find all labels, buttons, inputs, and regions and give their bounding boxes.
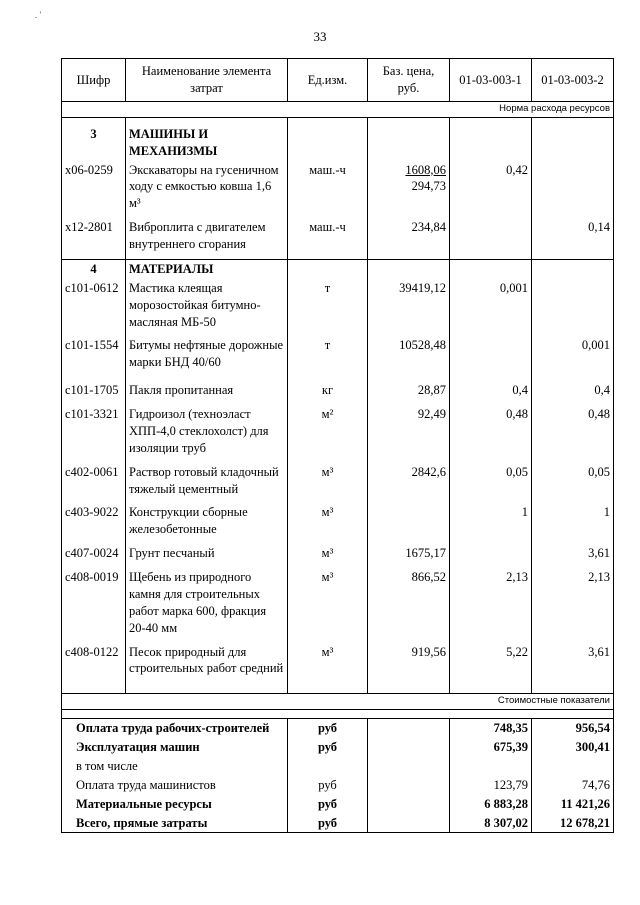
row-unit: м³	[288, 544, 368, 568]
row-unit: т	[288, 336, 368, 381]
empty-cell	[450, 683, 532, 694]
cost-col2: 74,76	[532, 776, 614, 795]
cost-col1: 748,35	[450, 719, 532, 738]
table-row	[62, 463, 614, 504]
table-row	[62, 381, 614, 405]
row-name: Щебень из природного камня для строительных работ марка 600, фракция 20-40 мм	[126, 568, 288, 643]
row-unit: м³	[288, 643, 368, 684]
cost-unit	[288, 757, 368, 776]
empty-cell	[450, 117, 532, 160]
table-row	[62, 503, 614, 544]
cost-name: Материальные ресурсы	[62, 795, 288, 814]
table-row	[62, 568, 614, 643]
row-name: Раствор готовый кладочный тяжелый цементный	[126, 463, 288, 504]
row-norm-col2: 1	[532, 503, 614, 544]
cost-row	[62, 814, 614, 833]
empty-cell	[368, 776, 450, 795]
cost-name: Эксплуатация машин	[62, 738, 288, 757]
row-unit: м³	[288, 463, 368, 504]
section-number: 4	[62, 259, 126, 278]
row-price	[368, 643, 450, 684]
row-code: c101-1554	[62, 336, 126, 381]
cost-unit: руб	[288, 795, 368, 814]
table-row	[62, 405, 614, 463]
row-price	[368, 279, 450, 337]
row-norm-col2: 3,61	[532, 643, 614, 684]
price-value: 1608,06	[405, 162, 446, 177]
row-norm-col1: 0,05	[450, 463, 532, 504]
cost-label-row	[62, 694, 614, 710]
row-norm-col2: 0,48	[532, 405, 614, 463]
row-name: Виброплита с двигателем внутреннего сгорания	[126, 218, 288, 259]
cost-row	[62, 757, 614, 776]
price-value: 866,52	[411, 570, 446, 585]
row-norm-col2	[532, 279, 614, 337]
row-norm-col1	[450, 218, 532, 259]
row-norm-col2: 0,4	[532, 381, 614, 405]
row-price	[368, 405, 450, 463]
cost-name: Оплата труда машинистов	[62, 776, 288, 795]
row-norm-col1: 2,13	[450, 568, 532, 643]
row-unit: м³	[288, 568, 368, 643]
row-norm-col1: 1	[450, 503, 532, 544]
row-norm-col1: 0,4	[450, 381, 532, 405]
cost-col2: 300,41	[532, 738, 614, 757]
table-row	[62, 161, 614, 219]
row-norm-col2: 0,05	[532, 463, 614, 504]
row-name: Гидроизол (техноэласт ХПП-4,0 стеклохолст) для изоляции труб	[126, 405, 288, 463]
cost-unit: руб	[288, 814, 368, 833]
cost-name: Оплата труда рабочих-строителей	[62, 719, 288, 738]
price-value-secondary: 294,73	[411, 179, 446, 194]
row-unit: маш.-ч	[288, 218, 368, 259]
empty-cell	[126, 683, 288, 694]
row-name: Битумы нефтяные дорожные марки БНД 40/60	[126, 336, 288, 381]
row-name: Пакля пропитанная	[126, 381, 288, 405]
cost-col2: 11 421,26	[532, 795, 614, 814]
norm-label: Норма расхода ресурсов	[62, 102, 614, 118]
row-norm-col1	[450, 544, 532, 568]
table-header	[62, 59, 614, 102]
header-price: Баз. цена, руб.	[368, 59, 450, 102]
empty-cell	[368, 757, 450, 776]
row-norm-col1: 0,001	[450, 279, 532, 337]
table-row	[62, 218, 614, 259]
row-price	[368, 544, 450, 568]
empty-cell	[368, 795, 450, 814]
price-value: 2842,6	[411, 464, 446, 479]
price-value: 39419,12	[399, 280, 446, 295]
header-name: Наименование элемента затрат	[126, 59, 288, 102]
empty-cell	[62, 710, 614, 719]
empty-cell	[288, 683, 368, 694]
cost-col2: 956,54	[532, 719, 614, 738]
empty-cell	[368, 259, 450, 278]
section-number: 3	[62, 117, 126, 160]
margin-marks: . '	[35, 10, 42, 20]
header-col2: 01-03-003-2	[532, 59, 614, 102]
cost-name: в том числе	[62, 757, 288, 776]
row-price	[368, 463, 450, 504]
header-unit: Ед.изм.	[288, 59, 368, 102]
cost-col1: 6 883,28	[450, 795, 532, 814]
empty-cell	[288, 259, 368, 278]
row-code: c101-3321	[62, 405, 126, 463]
row-norm-col1: 5,22	[450, 643, 532, 684]
table-row	[62, 336, 614, 381]
row-code: c101-0612	[62, 279, 126, 337]
row-name: Конструкции сборные железобетонные	[126, 503, 288, 544]
row-price	[368, 568, 450, 643]
row-name: Экскаваторы на гусеничном ходу с емкостью ковша 1,6 м³	[126, 161, 288, 219]
empty-cell	[532, 117, 614, 160]
empty-cell	[368, 117, 450, 160]
row-unit: т	[288, 279, 368, 337]
empty-cell	[532, 259, 614, 278]
row-price	[368, 336, 450, 381]
price-value: 919,56	[411, 644, 446, 659]
price-value: 28,87	[417, 383, 446, 398]
row-norm-col1: 0,48	[450, 405, 532, 463]
table-body	[62, 117, 614, 833]
empty-cell	[62, 683, 126, 694]
cost-col1: 675,39	[450, 738, 532, 757]
row-norm-col1: 0,42	[450, 161, 532, 219]
cost-row	[62, 719, 614, 738]
row-name: Мастика клеящая морозостойкая битумно-масляная МБ-50	[126, 279, 288, 337]
row-code: c408-0122	[62, 643, 126, 684]
row-price	[368, 381, 450, 405]
spacer-row	[62, 683, 614, 694]
row-code: c408-0019	[62, 568, 126, 643]
table-row	[62, 544, 614, 568]
row-code: x12-2801	[62, 218, 126, 259]
empty-cell	[368, 814, 450, 833]
cost-col1: 123,79	[450, 776, 532, 795]
row-norm-col2: 2,13	[532, 568, 614, 643]
section-title: МАТЕРИАЛЫ	[126, 259, 288, 278]
empty-cell	[368, 683, 450, 694]
row-price	[368, 503, 450, 544]
cost-name: Всего, прямые затраты	[62, 814, 288, 833]
section-header	[62, 117, 614, 160]
table-row	[62, 279, 614, 337]
row-code: c402-0061	[62, 463, 126, 504]
row-norm-col2: 3,61	[532, 544, 614, 568]
header-code: Шифр	[62, 59, 126, 102]
price-value: 1675,17	[405, 546, 446, 561]
row-name: Песок природный для строительных работ средний	[126, 643, 288, 684]
empty-cell	[368, 738, 450, 757]
cost-row	[62, 738, 614, 757]
price-value: 234,84	[411, 220, 446, 235]
empty-cell	[288, 117, 368, 160]
row-unit: м³	[288, 503, 368, 544]
cost-col2: 12 678,21	[532, 814, 614, 833]
norm-label-row	[62, 102, 614, 118]
row-code: x06-0259	[62, 161, 126, 219]
header-col1: 01-03-003-1	[450, 59, 532, 102]
cost-row	[62, 776, 614, 795]
empty-cell	[368, 719, 450, 738]
row-price	[368, 161, 450, 219]
row-price	[368, 218, 450, 259]
row-unit: кг	[288, 381, 368, 405]
gap-row	[62, 710, 614, 719]
row-unit: маш.-ч	[288, 161, 368, 219]
row-norm-col2: 0,14	[532, 218, 614, 259]
row-code: c407-0024	[62, 544, 126, 568]
cost-col1: 8 307,02	[450, 814, 532, 833]
row-code: c403-9022	[62, 503, 126, 544]
cost-col1	[450, 757, 532, 776]
cost-unit: руб	[288, 719, 368, 738]
cost-row	[62, 795, 614, 814]
cost-label: Стоимостные показатели	[62, 694, 614, 710]
row-unit: м²	[288, 405, 368, 463]
price-value: 92,49	[417, 407, 446, 422]
cost-col2	[532, 757, 614, 776]
section-title: МАШИНЫ И МЕХАНИЗМЫ	[126, 117, 288, 160]
row-norm-col2: 0,001	[532, 336, 614, 381]
row-code: c101-1705	[62, 381, 126, 405]
row-norm-col1	[450, 336, 532, 381]
row-norm-col2	[532, 161, 614, 219]
resource-table	[61, 58, 614, 833]
row-name: Грунт песчаный	[126, 544, 288, 568]
empty-cell	[450, 259, 532, 278]
section-header	[62, 259, 614, 278]
cost-unit: руб	[288, 776, 368, 795]
cost-unit: руб	[288, 738, 368, 757]
price-value: 10528,48	[399, 338, 446, 353]
table-row	[62, 643, 614, 684]
empty-cell	[532, 683, 614, 694]
page-number: 33	[313, 29, 327, 44]
